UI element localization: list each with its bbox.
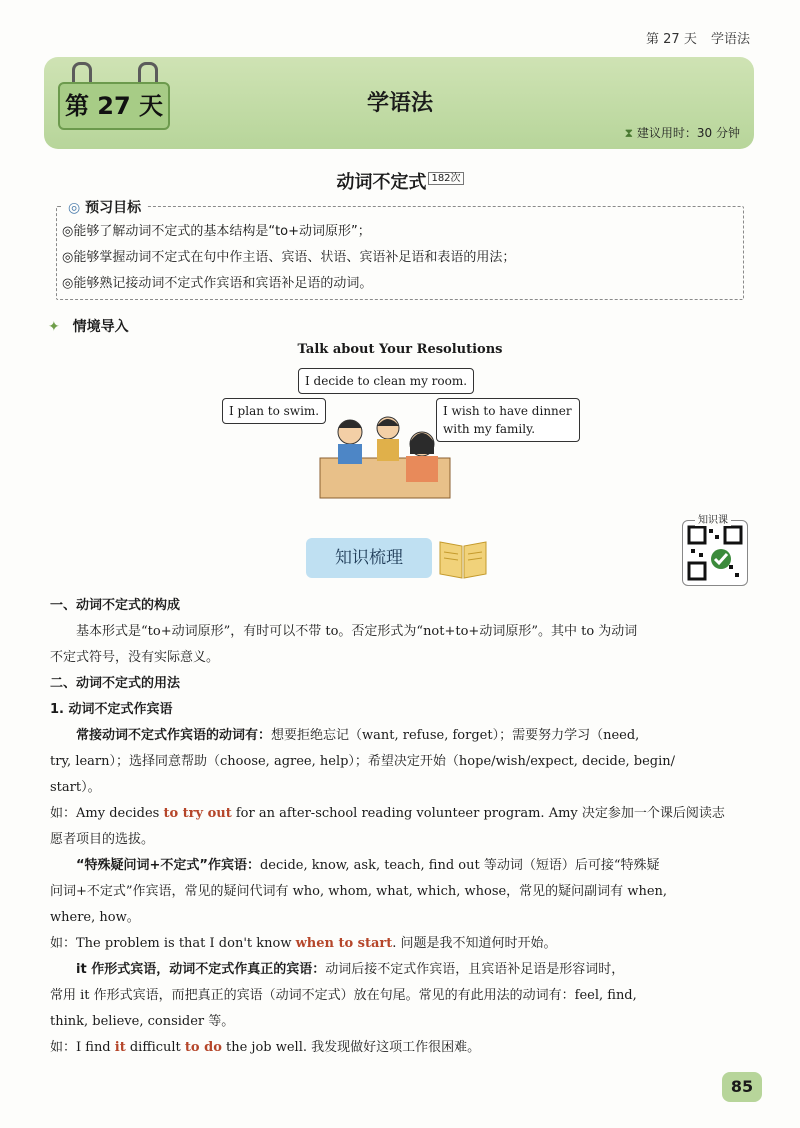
example-line [50,804,725,824]
paragraph-line: think, believe, consider 等。 [50,1014,235,1029]
story-title: Talk about Your Resolutions [297,342,503,357]
example-line: 愿者项目的选拔。 [50,832,155,847]
day-label: 第 27 天 [58,82,170,130]
highlight: to try out [163,806,232,821]
text: decide, know, ask, teach, find out 等动词（短语）后可接“特殊疑 [259,858,660,873]
goal-item: ◎能够了解动词不定式的基本结构是“to+动词原形”； [62,224,371,239]
speech-bubble-right-line2: with my family. [443,422,536,436]
running-header [636,28,750,47]
paragraph-line [76,726,639,746]
header-topic: 学语法 [710,32,750,47]
paragraph-line [76,856,660,876]
text: 动词后接不定式作宾语，且宾语补足语是形容词时， [325,962,625,977]
text: 如：The problem is that I don't know [50,936,296,951]
text: 想要拒绝忘记（want, refuse, forget）；需要努力学习（need, [271,728,640,743]
section-title [0,168,800,194]
bold-lead: 常接动词不定式作宾语的动词有： [76,728,272,743]
text: . 问题是我不知道何时开始。 [392,936,557,951]
heading-usage: 二、动词不定式的用法 [50,676,181,691]
text: the job well. 我发现做好这项工作很困难。 [221,1040,481,1055]
subheading-object: 1. 动词不定式作宾语 [50,702,173,717]
paragraph-line [76,960,624,980]
bold-lead: it 作形式宾语，动词不定式作真正的宾语： [76,962,326,977]
paragraph-line: 基本形式是“to+动词原形”，有时可以不带 to。否定形式为“not+to+动词原形”。其中 to 为动词 [76,624,638,639]
paragraph-line: 不定式符号，没有实际意义。 [50,650,220,665]
heading-composition: 一、动词不定式的构成 [50,598,181,613]
goals-label-text: 预习目标 [85,200,142,216]
qr-label: 知识课 [695,511,731,526]
intro-label [48,316,129,336]
section-title-text: 动词不定式 [336,172,427,193]
knowledge-tag: 知识梳理 [306,538,432,578]
intro-label-text: 情境导入 [72,319,129,335]
paragraph-line: where, how。 [50,910,140,925]
paragraph-line: try, learn）；选择同意帮助（choose, agree, help）；希望决定开始（hope/wish/expect, decide, begin/ [50,754,676,769]
text: 如：I find [50,1040,115,1055]
paragraph-line: start）。 [50,780,101,795]
paragraph-line: 问词+不定式”作宾语，常见的疑问代词有 who, whom, what, which, whose，常见的疑问副词有 when, [50,884,668,899]
frequency-badge: 182次 [428,172,463,185]
example-line [50,934,557,954]
speech-bubble-right-line1: I wish to have dinner [443,404,572,418]
bold-lead: “特殊疑问词+不定式”作宾语： [76,858,260,873]
goals-label [62,197,147,217]
paragraph-line: 常用 it 作形式宾语，而把真正的宾语（动词不定式）放在句尾。常见的有此用法的动词有：feel, find, [50,988,637,1003]
text: difficult [125,1040,185,1055]
page-number: 85 [722,1072,762,1102]
time-hint-text: 建议用时：30 分钟 [636,126,740,140]
megaphone-icon: ✦ [48,319,60,335]
highlight: when to start [295,936,393,951]
banner-title: 学语法 [366,91,433,116]
goal-item: ◎能够掌握动词不定式在句中作主语、宾语、状语、宾语补足语和表语的用法； [62,250,516,265]
speech-bubble-center: I decide to clean my room. [298,368,474,394]
text: 如：Amy decides [50,806,164,821]
goal-item: ◎能够熟记接动词不定式作宾语和宾语补足语的动词。 [62,276,373,291]
highlight: it [114,1040,126,1055]
highlight: to do [184,1040,222,1055]
target-icon: ◎ [68,200,81,216]
time-hint [625,124,740,141]
header-day: 第 27 天 [646,32,697,47]
qr-code-icon[interactable] [682,520,748,586]
kids-illustration [310,410,460,500]
text: for an after-school reading volunteer program. Amy 决定参加一个课后阅读志 [231,806,725,821]
book-icon [436,536,490,580]
hourglass-icon: ⧗ [624,126,634,140]
example-line [50,1038,480,1058]
speech-bubble-left: I plan to swim. [222,398,326,424]
